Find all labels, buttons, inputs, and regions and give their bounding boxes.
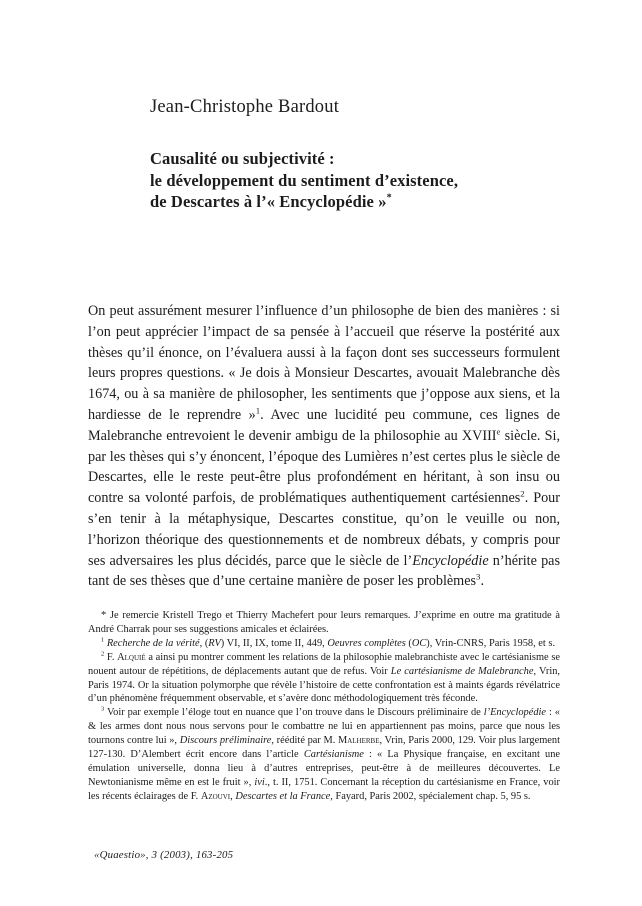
title-line: Causalité ou subjectivité : bbox=[150, 149, 335, 168]
author-name: Jean-Christophe Bardout bbox=[150, 97, 340, 117]
title-line: de Descartes à l’« Encyclopédie »* bbox=[150, 192, 392, 211]
journal-citation: «Quaestio», 3 (2003), 163-205 bbox=[94, 849, 234, 861]
footnote-asterisk: * Je remercie Kristell Trego et Thierry Machefert pour leurs remarques. J’exprime en outre ma gratitude à André Charrak pour ses suggestions amicales et éclairées. bbox=[88, 610, 560, 635]
footnote-1: $^1$ Recherche de la vérité, (RV) VI, II, IX, tome II, 449, Oeuvres complètes (OC), Vrin-CNRS, Paris 1958, et s. bbox=[101, 636, 556, 649]
title-line: le développement du sentiment d’existence, bbox=[150, 170, 459, 190]
footnote-2: $^2$ F. Alquié a ainsi pu montrer comment les relations de la philosophie malebranchiste avec le cartésianisme se nouent autour de répétitions, de déplacements autant que de refus. Voir Le cartésianisme de Malebranche, Vrin, Paris 1974. Or la situation polymorphe que révèle l’histoire de cette confrontation est à maints égards révélatrice d’un phénomène fréquemment observable, et s’avère donc méthodologiquement très féconde. bbox=[88, 650, 560, 705]
footnotes-section bbox=[88, 609, 560, 804]
footnote-3: $^3$ Voir par exemple l’éloge tout en nuance que l’on trouve dans le Discours préliminaire de l’Encyclopédie : « & les armes dont nous nous servons pour le combattre ne lui en appartiennent pas moins, parce que nous les tournons contre lui », Discours préliminaire, réédité par M. Malherbe, Vrin, Paris 2000, 129. Voir plus largement 127-130. D’Alembert écrit encore dans l’article Cartésianisme : « La Physique française, en excitant une émulation universelle, donna lieu à d’autres entreprises, peut-être à de meilleures découvertes. Le Newtonianisme même en est le fruit », ivi., t. II, 1751. Concernant la réception du cartésianisme en France, voir les récents éclairages de F. Azouvi, Descartes et la France, Fayard, Paris 2002, spécialement chap. 5, 95 s. bbox=[88, 705, 560, 802]
body-paragraph: On peut assurément mesurer l’influence d’un philosophe de bien des manières : si l’on peut apprécier l’impact de sa pensée à l’accueil que réserve la postérité aux thèses qu’il énonce, on l’évaluera aussi à la façon dont ses successeurs formulent leurs propres questions. « Je dois à Monsieur Descartes, avouait Malebranche dès 1674, ou à sa manière de philosopher, les sentiments que j’oppose aux siens, et la hardiesse de le reprendre »$^1$. Avec une lucidité peu commune, ces lignes de Malebranche entrevoient le devenir ambigu de la philosophie au XVIIIe siècle. Si, par les thèses qui s’y énoncent, l’époque des Lumières n’est certes plus le siècle de Descartes, elle le reste peut-être plus profondément en héritant, à son insu ou contre sa volonté parfois, de problématiques authentiquement cartésiennes$^2$. Pour s’en tenir à la métaphysique, Descartes constitue, qu’on le veuille ou non, l’horizon théorique des questionnements et de nombreux débats, y compris pour ses adversaires les plus décidés, parce que le siècle de l’Encyclopédie n’hérite pas tant de ses thèses que d’une certaine manière de poser les problèmes$^3$. bbox=[88, 303, 561, 590]
article-title bbox=[150, 148, 458, 213]
